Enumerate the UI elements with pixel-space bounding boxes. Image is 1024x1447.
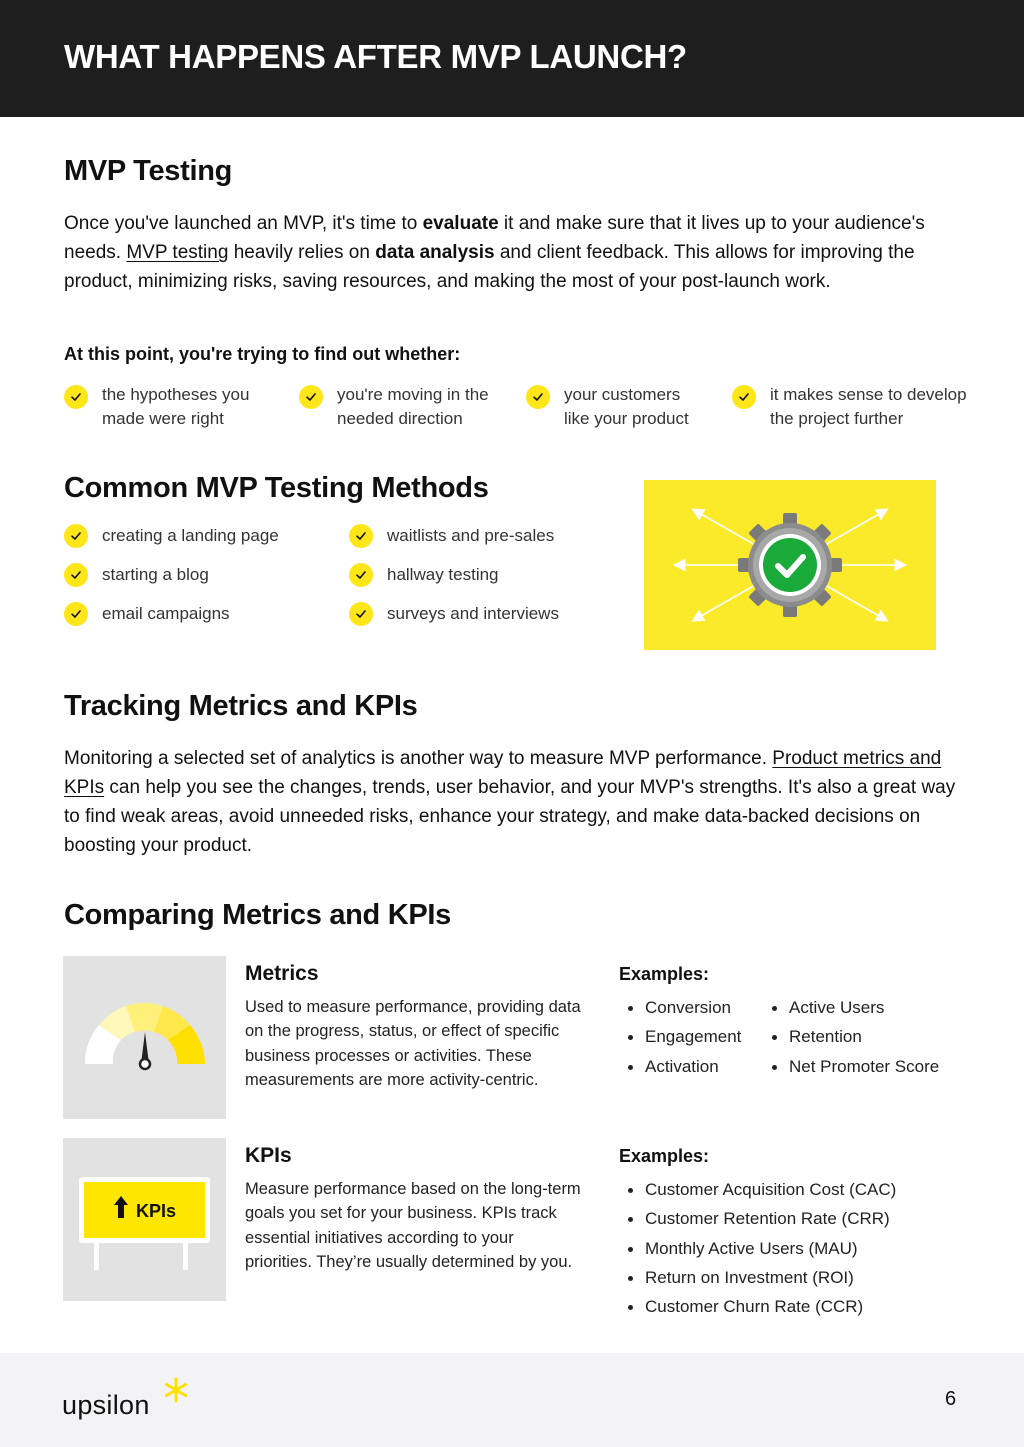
check-icon	[349, 563, 373, 587]
check-icon	[64, 602, 88, 626]
mvp-testing-paragraph	[64, 209, 964, 296]
metrics-description: Used to measure performance, providing data on the progress, status, or effect of specific business processes or activities. These measurements are more activity-centric.	[245, 998, 581, 1089]
list-item: Active Users	[763, 993, 939, 1022]
text-span: and client feedback. This allows for improving the product, minimizing risks, saving resources, and making the most of your post-launch work.	[64, 242, 915, 292]
metrics-examples-list-2	[763, 993, 939, 1081]
check-icon	[64, 563, 88, 587]
list-item: Retention	[763, 1022, 939, 1051]
list-item: Conversion	[619, 993, 741, 1022]
text-span: Monitoring a selected set of analytics is another way to measure MVP performance.	[64, 748, 773, 769]
questions-subheading: At this point, you're trying to find out whether:	[64, 344, 461, 364]
metrics-examples-title: Examples:	[619, 964, 710, 984]
list-item: Activation	[619, 1052, 741, 1081]
question-text: your customers	[564, 385, 681, 404]
method-text: waitlists and pre-sales	[387, 526, 555, 545]
list-item: Customer Retention Rate (CRR)	[619, 1204, 896, 1233]
gear-checkmark-icon	[644, 480, 936, 650]
kpis-examples-title: Examples:	[619, 1146, 710, 1166]
section-title-mvp-testing: MVP Testing	[64, 155, 233, 187]
question-text: the project further	[770, 409, 904, 428]
metrics-title: Metrics	[245, 962, 319, 985]
question-item	[732, 383, 967, 431]
list-item: Return on Investment (ROI)	[619, 1263, 896, 1292]
check-icon	[349, 524, 373, 548]
method-item	[64, 524, 279, 548]
list-item: Customer Churn Rate (CCR)	[619, 1292, 896, 1321]
method-item	[64, 602, 230, 626]
list-item: Engagement	[619, 1022, 741, 1051]
check-icon	[526, 385, 550, 409]
section-title-comparing: Comparing Metrics and KPIs	[64, 899, 451, 931]
page-title: WHAT HAPPENS AFTER MVP LAUNCH?	[64, 38, 687, 75]
check-icon	[732, 385, 756, 409]
question-text: made were right	[102, 409, 224, 428]
question-text: needed direction	[337, 409, 463, 428]
check-icon	[349, 602, 373, 626]
kpis-description: Measure performance based on the long-term goals you set for your business. KPIs track essential initiatives according to your priorities. They’re usually determined by you.	[245, 1180, 581, 1271]
kpis-examples-list	[619, 1175, 896, 1321]
text-span: it and make sure that it lives up to your audience's needs.	[64, 213, 925, 263]
check-icon	[299, 385, 323, 409]
kpi-sign-icon	[63, 1138, 226, 1301]
check-icon	[64, 385, 88, 409]
list-item: Net Promoter Score	[763, 1052, 939, 1081]
page-footer	[0, 1353, 1024, 1447]
asterisk-icon	[162, 1376, 190, 1404]
method-text: email campaigns	[102, 604, 230, 623]
text-span: can help you see the changes, trends, user behavior, and your MVP's strengths. It's also a great way to find weak areas, avoid unneeded risks, enhance your strategy, and make data-backed decisions on boosting your product.	[64, 777, 956, 856]
method-text: creating a landing page	[102, 526, 279, 545]
method-item	[349, 602, 559, 626]
page-header	[0, 0, 1024, 117]
text-span: heavily relies on	[228, 242, 376, 263]
kpi-sign-label: KPIs	[136, 1201, 177, 1221]
method-text: hallway testing	[387, 565, 499, 584]
method-text: surveys and interviews	[387, 604, 559, 623]
bold-data-analysis: data analysis	[375, 242, 495, 263]
tracking-paragraph	[64, 744, 969, 860]
upsilon-logo: upsilon	[62, 1390, 150, 1420]
gauge-icon	[63, 956, 226, 1119]
question-item	[299, 383, 489, 431]
method-item	[64, 563, 209, 587]
method-item	[349, 524, 554, 548]
method-text: starting a blog	[102, 565, 209, 584]
question-text: the hypotheses you	[102, 385, 250, 404]
metrics-examples-list-1	[619, 993, 741, 1081]
check-icon	[64, 524, 88, 548]
question-item	[526, 383, 689, 431]
kpis-title: KPIs	[245, 1144, 292, 1167]
list-item: Customer Acquisition Cost (CAC)	[619, 1175, 896, 1204]
bold-evaluate: evaluate	[422, 213, 499, 234]
text-span: Once you've launched an MVP, it's time to	[64, 213, 423, 234]
question-item	[64, 383, 249, 431]
product-metrics-link[interactable]: Product metrics and KPIs	[64, 748, 942, 798]
question-text: like your product	[564, 409, 689, 428]
section-title-tracking: Tracking Metrics and KPIs	[64, 690, 418, 722]
mvp-testing-link[interactable]: MVP testing	[126, 242, 229, 263]
list-item: Monthly Active Users (MAU)	[619, 1234, 896, 1263]
section-title-methods: Common MVP Testing Methods	[64, 472, 489, 504]
page-number: 6	[945, 1388, 957, 1410]
question-text: you're moving in the	[337, 385, 489, 404]
method-item	[349, 563, 499, 587]
question-text: it makes sense to develop	[770, 385, 967, 404]
